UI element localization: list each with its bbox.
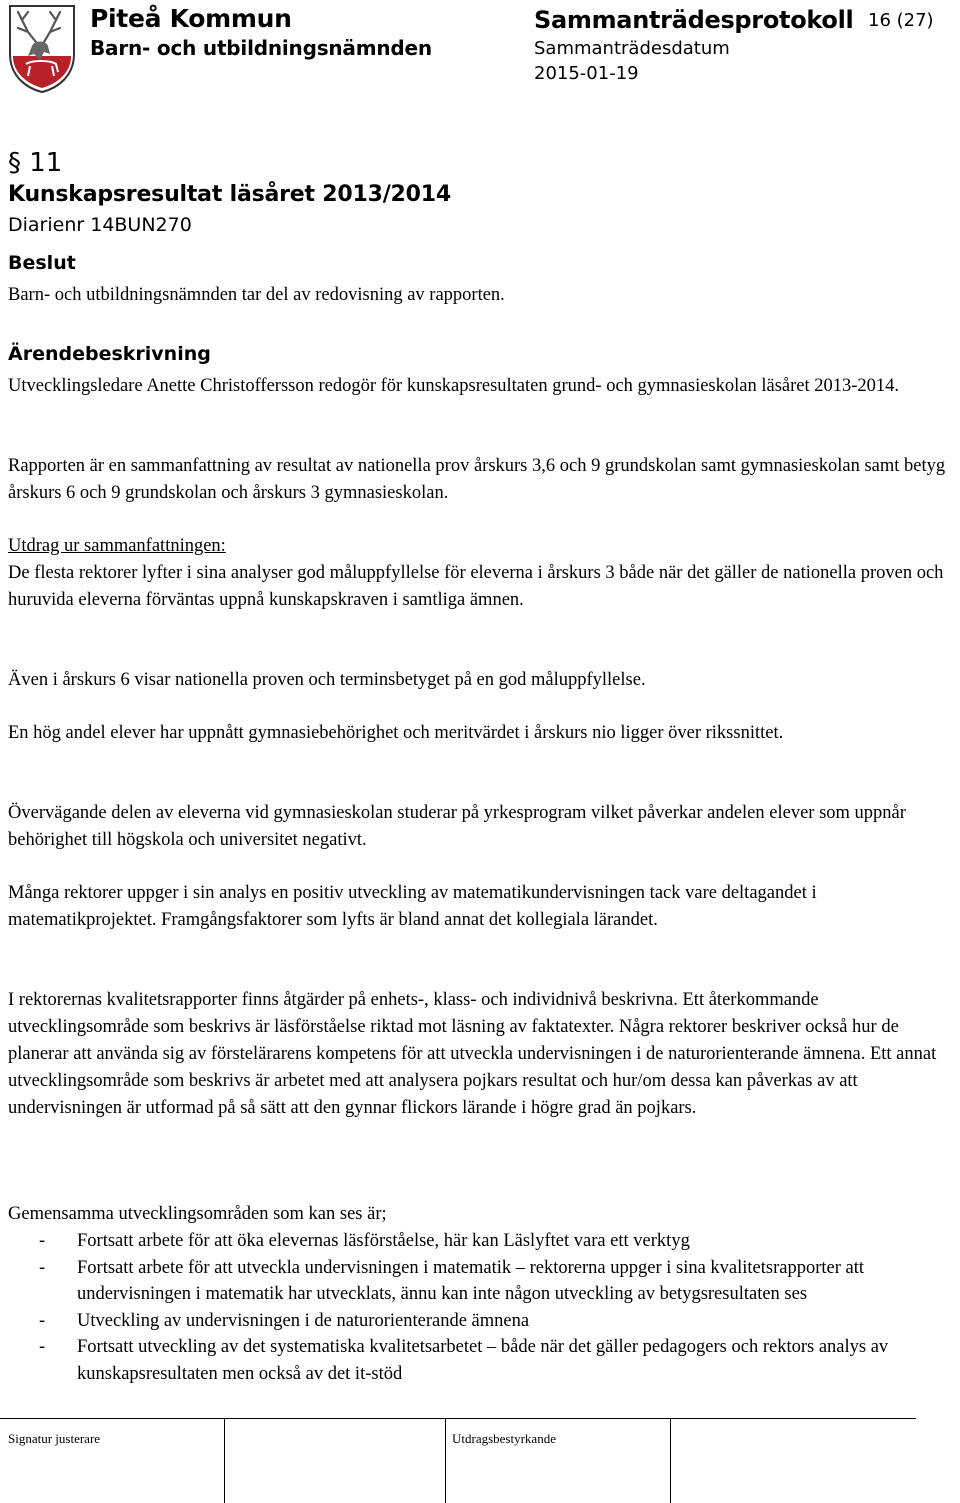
- section-title: Kunskapsresultat läsåret 2013/2014: [8, 182, 451, 207]
- common-areas-heading-block: [8, 1201, 948, 1228]
- development-areas-list: [8, 1228, 948, 1388]
- case-paragraph-2: Rapporten är en sammanfattning av resultat av nationella prov årskurs 3,6 och 9 grundskolan samt gymnasieskolan samt betyg årskurs 6 och 9 grundskolan och årskurs 3 gymnasieskolan.: [8, 456, 946, 503]
- meeting-date-value: 2015-01-19: [534, 63, 639, 84]
- list-dash: -: [39, 1257, 46, 1278]
- footer-column-divider: [224, 1418, 225, 1503]
- quality-reports-block: [8, 987, 948, 1122]
- list-item: [8, 1308, 948, 1335]
- list-dash: -: [39, 1337, 46, 1358]
- decision-text: [8, 282, 948, 309]
- footer-divider: [0, 1418, 916, 1419]
- list-item-text: Fortsatt utveckling av det systematiska kvalitetsarbetet – både när det gäller pedagogers och rektors analys av kunskapsresultaten men också av det it-stöd: [77, 1337, 889, 1384]
- vocational-block: [8, 800, 948, 854]
- footer-column-divider: [445, 1418, 446, 1503]
- grade6-block: [8, 667, 948, 694]
- coat-of-arms-logo: [6, 2, 78, 94]
- case-paragraph-4: Även i årskurs 6 visar nationella proven och terminsbetyget på en god måluppfyllelse.: [8, 670, 646, 690]
- case-paragraph-7: Många rektorer uppger i sin analys en positiv utveckling av matematikundervisningen tack vare deltagandet i matematikprojektet. Framgångsfaktorer som lyfts är bland annat det kollegiala lärandet.: [8, 883, 817, 930]
- list-item-text: Fortsatt arbete för att utveckla undervisningen i matematik – rektorerna uppger i sina kvalitetsrapporter att undervisningen i matematik har utvecklats, ännu kan inte någon utveckling av betygsresultaten ses: [77, 1257, 865, 1305]
- document-title: Sammanträdesprotokoll: [534, 6, 854, 34]
- excerpt-block: [8, 533, 948, 614]
- organization-name: Piteå Kommun: [90, 4, 292, 33]
- signature-label: Signatur justerare: [8, 1431, 101, 1446]
- case-paragraph-1: Utvecklingsledare Anette Christoffersson redogör för kunskapsresultaten grund- och gymnasieskolan läsåret 2013-2014.: [8, 376, 900, 396]
- page-number: 16 (27): [868, 10, 934, 31]
- organization-committee: Barn- och utbildningsnämnden: [90, 36, 432, 60]
- section-number-value: 11: [29, 148, 63, 178]
- paragraph-symbol: §: [8, 148, 21, 178]
- math-block: [8, 880, 948, 934]
- merit-block: [8, 720, 948, 747]
- decision-heading: Beslut: [8, 252, 76, 274]
- list-dash: -: [39, 1310, 46, 1331]
- case-paragraph-8: I rektorernas kvalitetsrapporter finns åtgärder på enhets-, klass- och individnivå beskrivna. Ett återkommande utvecklingsområde som beskrivs är läsförståelse riktad mot läsning av faktatexter. Några rektorer beskriver också hur de planerar att använda sig av förstelärarens kompetens för att utveckla undervisningen i de naturorienterande ämnena. Ett annat utvecklingsområde som beskrivs är arbetet med att analysera pojkars resultat och hur/om dessa kan påverkas av att undervisningen är utformad på så sätt att den gynnar flickors lärande i högre grad än pojkars.: [8, 990, 937, 1118]
- case-paragraph-5: En hög andel elever har uppnått gymnasiebehörighet och meritvärdet i årskurs nio ligger över rikssnittet.: [8, 723, 784, 743]
- certification-label: Utdragsbestyrkande: [452, 1431, 556, 1446]
- case-paragraph-6: Övervägande delen av eleverna vid gymnasieskolan studerar på yrkesprogram vilket påverkar andelen elever som uppnår behörighet till högskola och universitet negativt.: [8, 803, 906, 850]
- decision-paragraph: Barn- och utbildningsnämnden tar del av redovisning av rapporten.: [8, 285, 505, 305]
- section-number: [8, 148, 62, 178]
- meeting-date-label: Sammanträdesdatum: [534, 38, 730, 59]
- list-dash: -: [39, 1231, 46, 1251]
- list-item: [8, 1255, 948, 1308]
- case-paragraph-3: De flesta rektorer lyfter i sina analyser god måluppfyllelse för eleverna i årskurs 3 både när det gäller de nationella proven och huruvida eleverna förväntas uppnå kunskapskraven i samtliga ämnen.: [8, 563, 944, 610]
- excerpt-heading: Utdrag ur sammanfattningen:: [8, 536, 226, 556]
- case-intro: [8, 373, 948, 400]
- common-areas-heading: Gemensamma utvecklingsområden som kan ses är;: [8, 1204, 387, 1224]
- footer-column-divider: [670, 1418, 671, 1503]
- report-summary: [8, 453, 948, 507]
- case-description-heading: Ärendebeskrivning: [8, 343, 211, 365]
- diary-number: Diarienr 14BUN270: [8, 214, 192, 236]
- list-item-text: Fortsatt arbete för att öka elevernas läsförståelse, här kan Läslyftet vara ett verktyg: [77, 1231, 690, 1251]
- list-item: [8, 1334, 948, 1387]
- list-item: [8, 1228, 948, 1255]
- signature-footer: [0, 1418, 916, 1503]
- list-item-text: Utveckling av undervisningen i de naturorienterande ämnena: [77, 1310, 530, 1331]
